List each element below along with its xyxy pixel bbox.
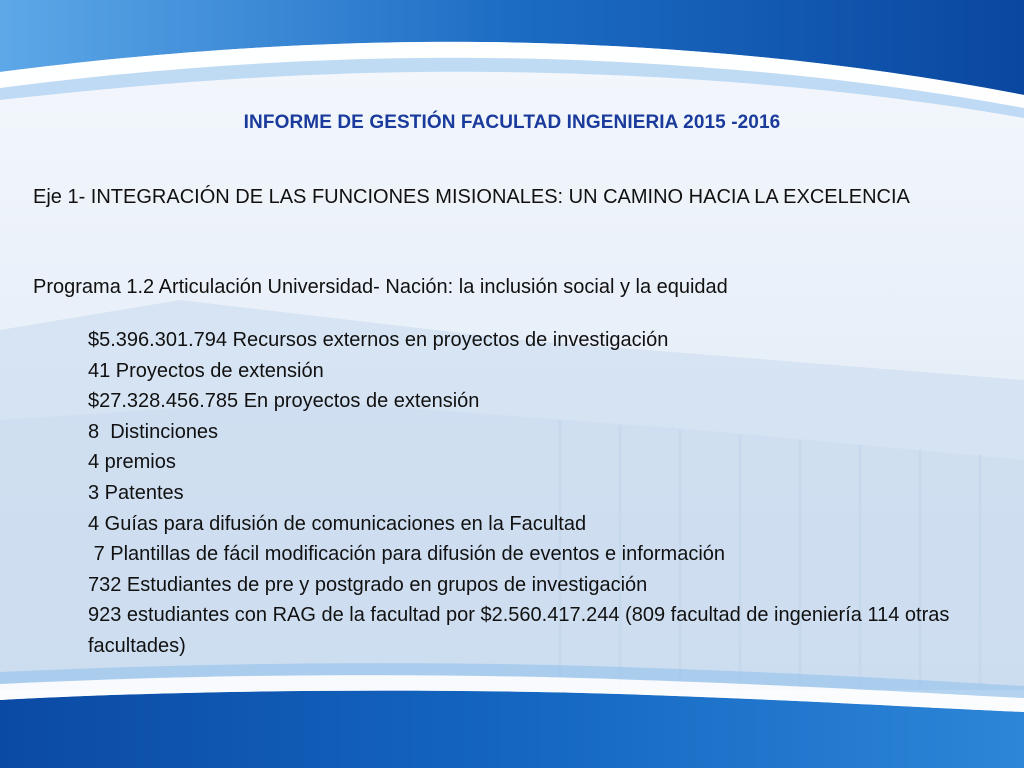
results-list xyxy=(88,325,988,662)
list-item: 4 Guías para difusión de comunicaciones en la Facultad xyxy=(88,512,587,535)
axis-heading: Eje 1- INTEGRACIÓN DE LAS FUNCIONES MISIONALES: UN CAMINO HACIA LA EXCELENCIA xyxy=(33,186,910,208)
list-item: 41 Proyectos de extensión xyxy=(88,359,324,382)
list-item: $27.328.456.785 En proyectos de extensión xyxy=(88,390,480,413)
list-item: 7 Plantillas de fácil modificación para difusión de eventos e información xyxy=(88,543,726,566)
program-heading: Programa 1.2 Articulación Universidad- Nación: la inclusión social y la equidad xyxy=(33,276,728,298)
list-item: 8 Distinciones xyxy=(88,420,219,443)
list-item: 732 Estudiantes de pre y postgrado en grupos de investigación xyxy=(88,573,648,596)
list-item: 4 premios xyxy=(88,451,176,474)
list-item: $5.396.301.794 Recursos externos en proyectos de investigación xyxy=(88,329,669,351)
slide-title: INFORME DE GESTIÓN FACULTAD INGENIERIA 2015 -2016 xyxy=(243,112,781,133)
list-item: 3 Patentes xyxy=(88,481,184,504)
list-item: 923 estudiantes con RAG de la facultad por $2.560.417.244 (809 facultad de ingeniería 114 otras facultades) xyxy=(88,604,955,657)
